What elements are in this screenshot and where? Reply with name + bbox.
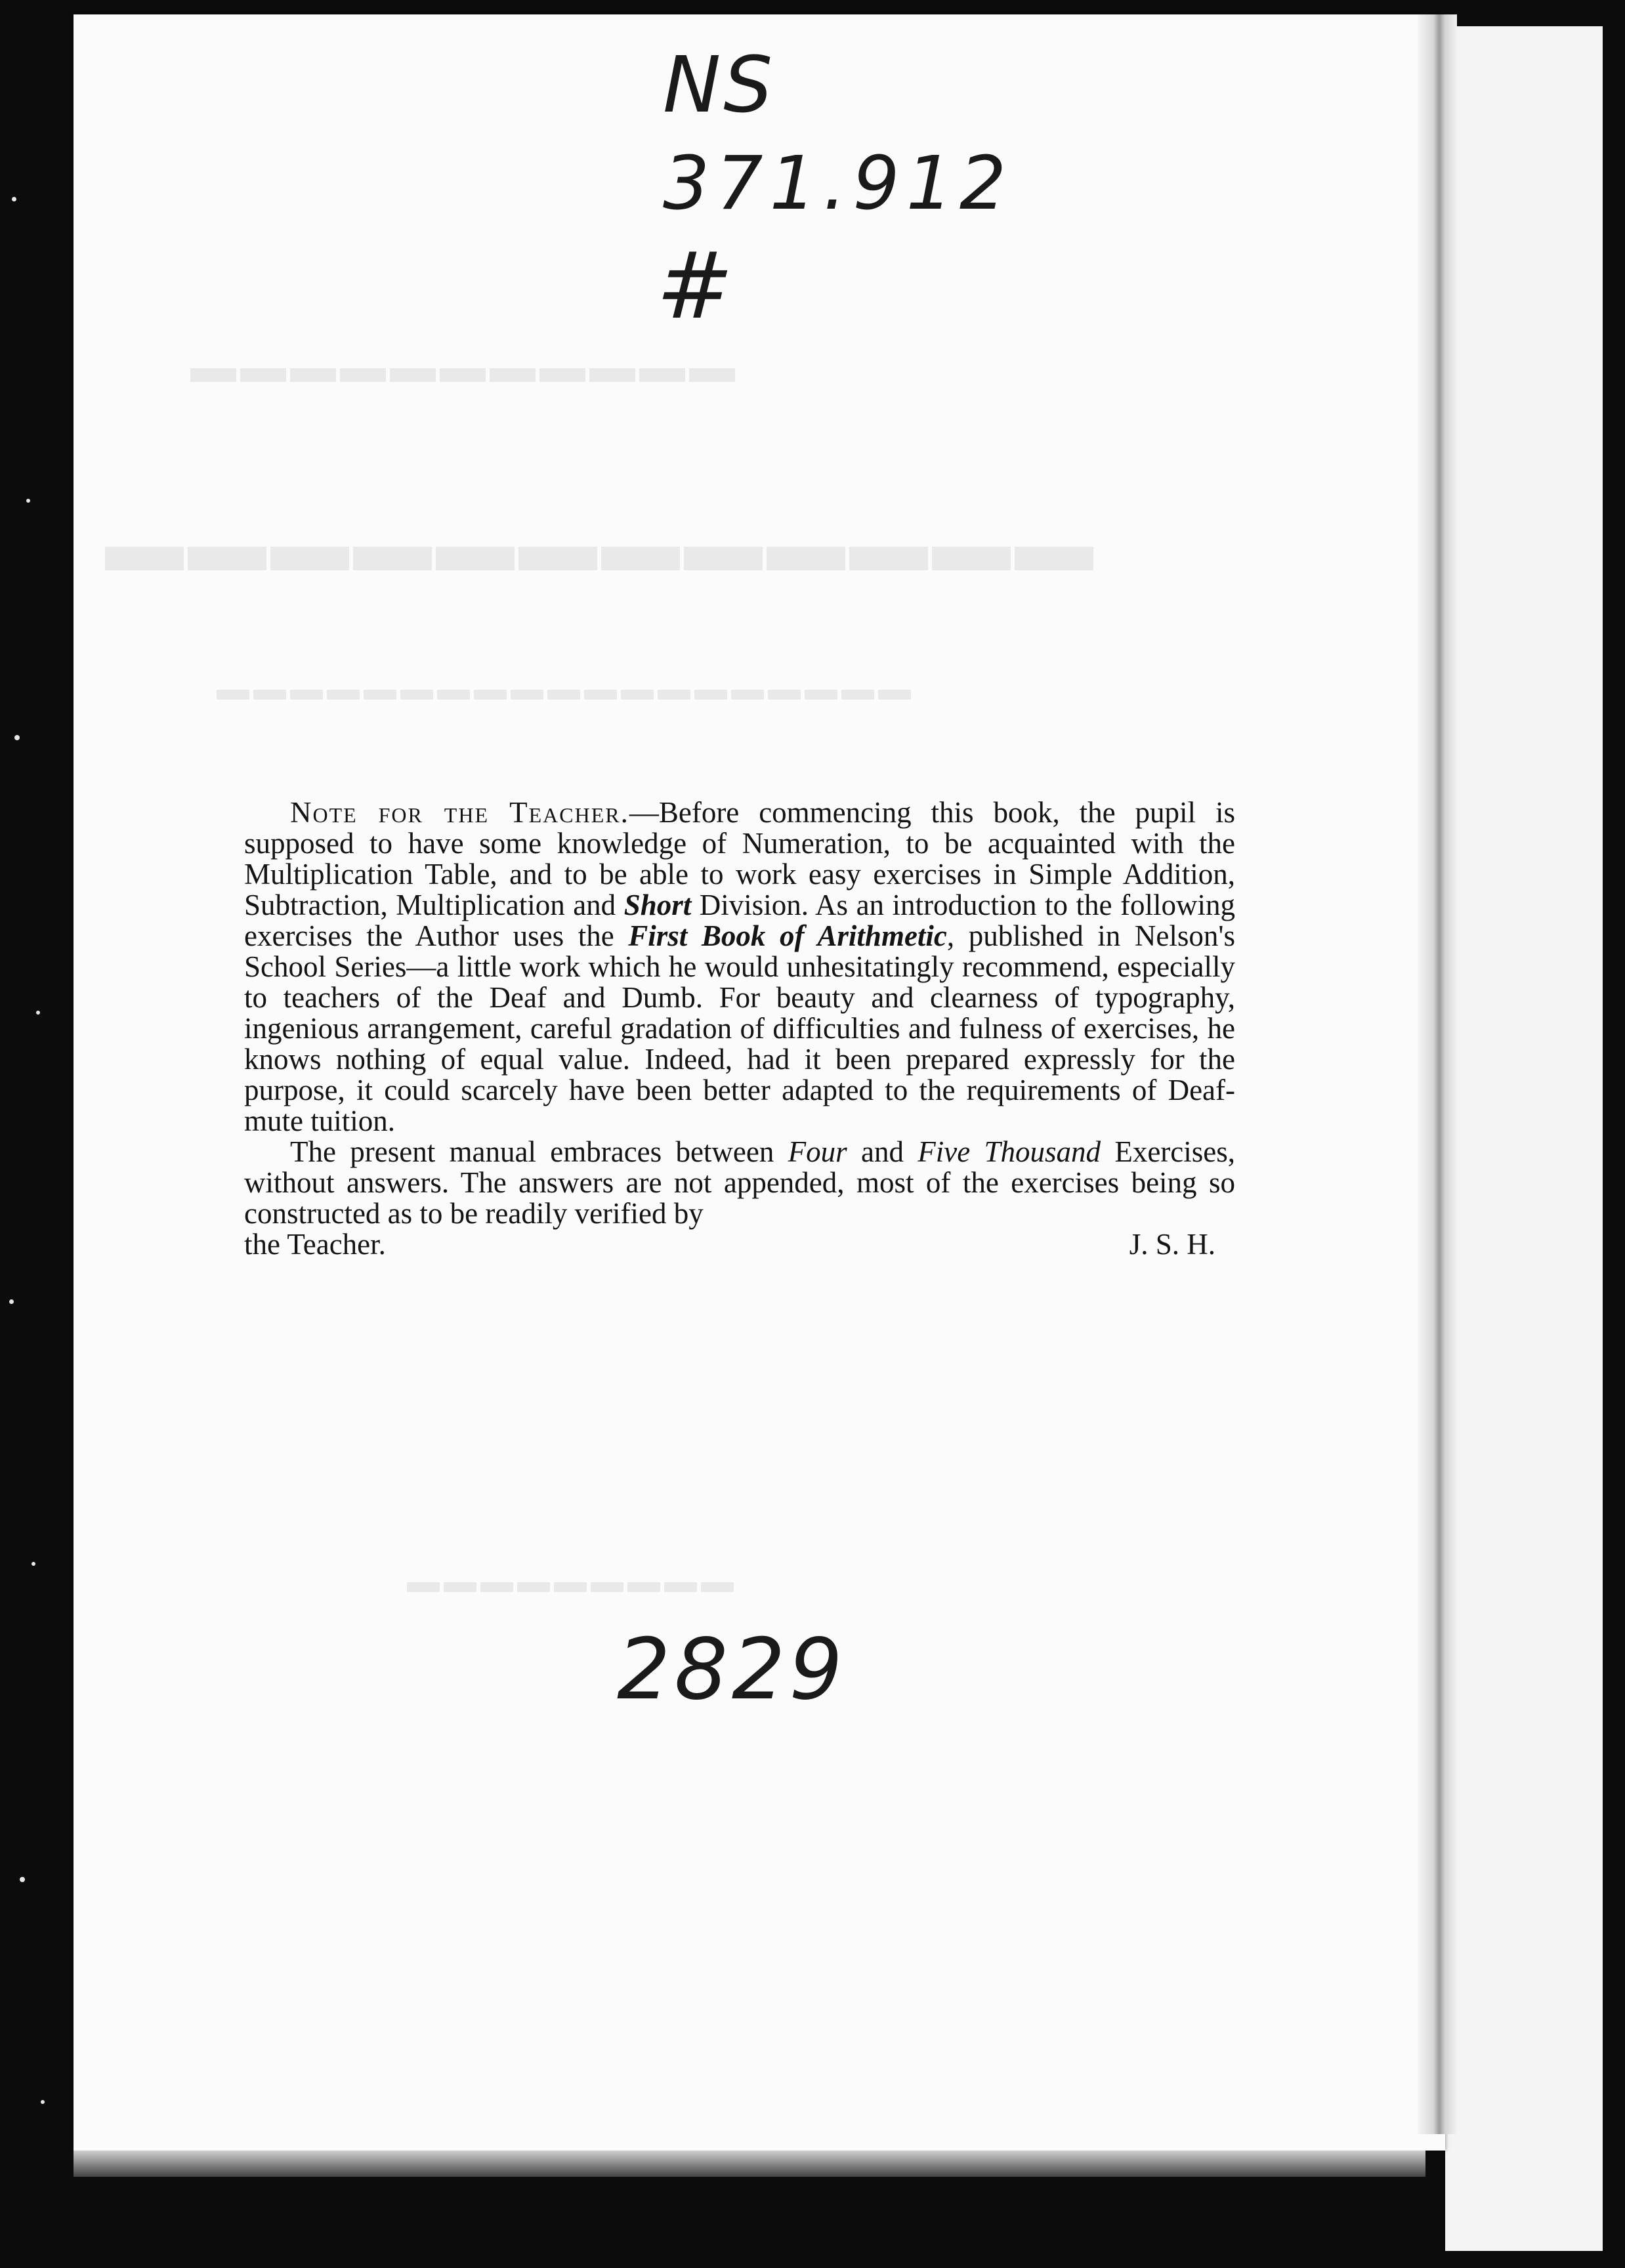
note-emphasis: Short [623,889,692,921]
speckle [14,735,20,740]
note-for-teacher [244,797,1235,1260]
note-text: , published in Nelson's School Series—a little work which he would unhesitatingly recommend, especially to teachers of the Deaf and Dumb. For beauty and clearness of typography, ingenious arrangement, careful gradation of difficulties and fulness of exercises, he knows nothing of equal value. Indeed, had it been prepared expressly for the purpose, it could scarcely have been better adapted to the requirements of Deaf-mute tuition. [244,919,1235,1137]
speckle [41,2100,45,2104]
handwritten-mark: # [656,233,734,340]
show-through-text: ▬▬▬▬▬▬▬▬▬▬▬▬ [105,500,1097,587]
speckle [36,1011,40,1015]
note-text: Division. As an introduction to the following exercises the Author uses the [244,889,1235,952]
note-paragraph-2 [244,1137,1235,1229]
note-paragraph-1 [244,797,1235,1137]
note-heading: Note for the Teacher. [290,796,629,829]
page-bottom-edge [74,2151,1425,2177]
speckle [20,1877,25,1882]
note-closing-line [244,1229,1235,1260]
show-through-text: ▬▬▬▬▬▬▬▬▬ [407,1563,738,1599]
page-fold [1418,14,1457,2134]
show-through-text: ▬▬▬▬▬▬▬▬▬▬▬ [190,342,739,392]
speckle [12,197,16,201]
author-initials: J. S. H. [1129,1228,1215,1261]
note-text: Exercises, without answers. The answers are not appended, most of the exercises being so constructed as to be readily verified by [244,1135,1235,1230]
note-book-title: First Book of Arithmetic [628,919,947,952]
note-emphasis: Five Thousand [918,1135,1101,1168]
speckle [32,1562,35,1566]
note-text: and [847,1135,918,1168]
note-text: The present manual embraces between [290,1135,788,1168]
handwritten-call-number-prefix: NS [663,39,776,130]
note-text: —Before commencing this book, the pupil is supposed to have some knowledge of Numeration, to be acquainted with the Multiplication Table, and to be able to work easy exercises in Simple Addition, Subtraction, Multiplication and [244,796,1235,921]
speckle [9,1299,14,1304]
note-emphasis: Four [788,1135,847,1168]
handwritten-accession-number: 2829 [617,1621,847,1719]
adjacent-page-strip [1445,26,1603,2251]
note-text: the Teacher. [244,1228,386,1261]
handwritten-call-number: 371.912 [663,141,1013,226]
show-through-text: ▬▬▬▬▬▬▬▬▬▬▬▬▬▬▬▬▬▬▬ [217,670,915,707]
speckle [26,499,30,503]
